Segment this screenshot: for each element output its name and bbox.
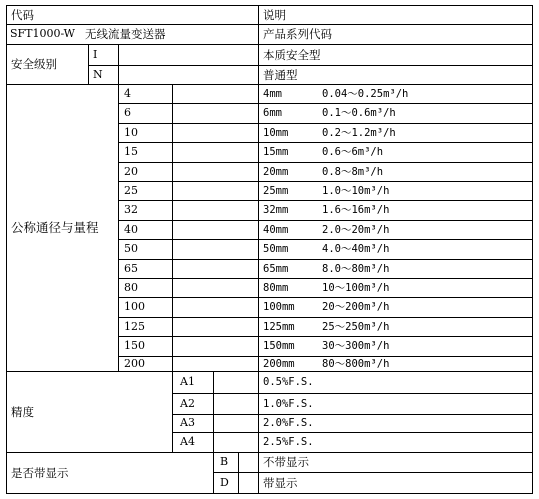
rule-line	[118, 317, 533, 318]
rule-line	[6, 371, 533, 372]
flow-range: 4.0～40m³/h	[322, 243, 390, 255]
rule-line	[118, 162, 533, 163]
rule-line	[6, 493, 533, 494]
rule-line	[238, 452, 239, 494]
rule-line	[172, 84, 173, 372]
flow-range: 0.2～1.2m³/h	[322, 127, 396, 139]
diameter-size: 125mm	[263, 321, 295, 333]
flow-range: 2.0～20m³/h	[322, 224, 390, 236]
rule-line	[118, 181, 533, 182]
flow-range: 0.1～0.6m³/h	[322, 107, 396, 119]
flow-range: 8.0～80m³/h	[322, 263, 390, 275]
diameter-size: 50mm	[263, 243, 289, 255]
display-option-label: 是否带显示	[11, 466, 69, 480]
accuracy-description: 2.0%F.S.	[263, 417, 314, 429]
diameter-code: 125	[124, 320, 145, 333]
flow-range: 80～800m³/h	[322, 358, 390, 370]
rule-line	[118, 123, 533, 124]
rule-line	[118, 103, 533, 104]
diameter-code: 32	[124, 203, 138, 216]
flow-range: 1.6～16m³/h	[322, 204, 390, 216]
diameter-code: 20	[124, 165, 138, 178]
flow-range: 1.0～10m³/h	[322, 185, 390, 197]
display-code: B	[220, 455, 229, 468]
rule-line	[118, 200, 533, 201]
flow-range: 25～250m³/h	[322, 321, 390, 333]
rule-line	[118, 239, 533, 240]
rule-line	[118, 297, 533, 298]
diameter-size: 100mm	[263, 301, 295, 313]
diameter-size: 32mm	[263, 204, 289, 216]
rule-line	[6, 84, 533, 85]
accuracy-code: A3	[180, 416, 195, 429]
display-description: 带显示	[263, 476, 298, 490]
diameter-code: 10	[124, 126, 138, 139]
diameter-code: 50	[124, 242, 138, 255]
diameter-size: 15mm	[263, 146, 289, 158]
diameter-size: 80mm	[263, 282, 289, 294]
rule-line	[118, 336, 533, 337]
diameter-code: 65	[124, 262, 138, 275]
accuracy-code: A1	[180, 375, 195, 388]
rule-line	[118, 278, 533, 279]
rule-line	[118, 220, 533, 221]
diameter-code: 15	[124, 145, 138, 158]
diameter-size: 10mm	[263, 127, 289, 139]
diameter-code: 150	[124, 339, 145, 352]
safety-level-description: 普通型	[263, 68, 298, 82]
display-code: D	[220, 476, 229, 489]
description-column-header: 说明	[263, 8, 286, 22]
diameter-code: 40	[124, 223, 138, 236]
flow-range: 20～200m³/h	[322, 301, 390, 313]
diameter-size: 40mm	[263, 224, 289, 236]
accuracy-description: 0.5%F.S.	[263, 376, 314, 388]
flow-range: 0.04～0.25m³/h	[322, 88, 409, 100]
rule-line	[172, 393, 533, 394]
rule-line	[6, 5, 533, 6]
accuracy-code: A2	[180, 397, 195, 410]
accuracy-code: A4	[180, 435, 195, 448]
accuracy-description: 1.0%F.S.	[263, 398, 314, 410]
rule-line	[213, 472, 533, 473]
flow-range: 10～100m³/h	[322, 282, 390, 294]
rule-line	[88, 44, 89, 85]
rule-line	[258, 5, 259, 494]
rule-line	[88, 65, 533, 66]
rule-line	[6, 5, 7, 494]
safety-level-label: 安全级别	[11, 57, 57, 71]
display-description: 不带显示	[263, 455, 309, 469]
safety-level-code: N	[93, 68, 103, 81]
rule-line	[213, 452, 214, 494]
accuracy-label: 精度	[11, 405, 34, 419]
rule-line	[172, 432, 533, 433]
flow-range: 30～300m³/h	[322, 340, 390, 352]
diameter-code: 80	[124, 281, 138, 294]
diameter-code: 25	[124, 184, 138, 197]
diameter-size: 65mm	[263, 263, 289, 275]
diameter-code: 4	[124, 87, 131, 100]
safety-level-code: I	[93, 48, 98, 61]
rule-line	[6, 44, 533, 45]
rule-line	[118, 44, 119, 85]
diameter-code: 200	[124, 357, 145, 370]
nominal-diameter-label: 公称通径与量程	[11, 220, 99, 235]
flow-range: 0.8～8m³/h	[322, 166, 384, 178]
rule-line	[118, 259, 533, 260]
rule-line	[118, 84, 119, 372]
rule-line	[172, 371, 173, 453]
rule-line	[118, 142, 533, 143]
code-column-header: 代码	[11, 8, 34, 22]
diameter-size: 20mm	[263, 166, 289, 178]
rule-line	[172, 414, 533, 415]
diameter-code: 100	[124, 300, 145, 313]
product-description: 产品系列代码	[263, 27, 332, 41]
flow-range: 0.6～6m³/h	[322, 146, 384, 158]
safety-level-description: 本质安全型	[263, 48, 321, 62]
rule-line	[6, 24, 533, 25]
product-name: 无线流量变送器	[85, 27, 166, 41]
diameter-size: 25mm	[263, 185, 289, 197]
rule-line	[532, 5, 533, 494]
rule-line	[6, 452, 533, 453]
diameter-size: 4mm	[263, 88, 282, 100]
accuracy-description: 2.5%F.S.	[263, 436, 314, 448]
diameter-size: 6mm	[263, 107, 282, 119]
diameter-size: 150mm	[263, 340, 295, 352]
product-code: SFT1000-W	[10, 27, 75, 40]
rule-line	[213, 371, 214, 453]
diameter-code: 6	[124, 106, 131, 119]
diameter-size: 200mm	[263, 358, 295, 370]
